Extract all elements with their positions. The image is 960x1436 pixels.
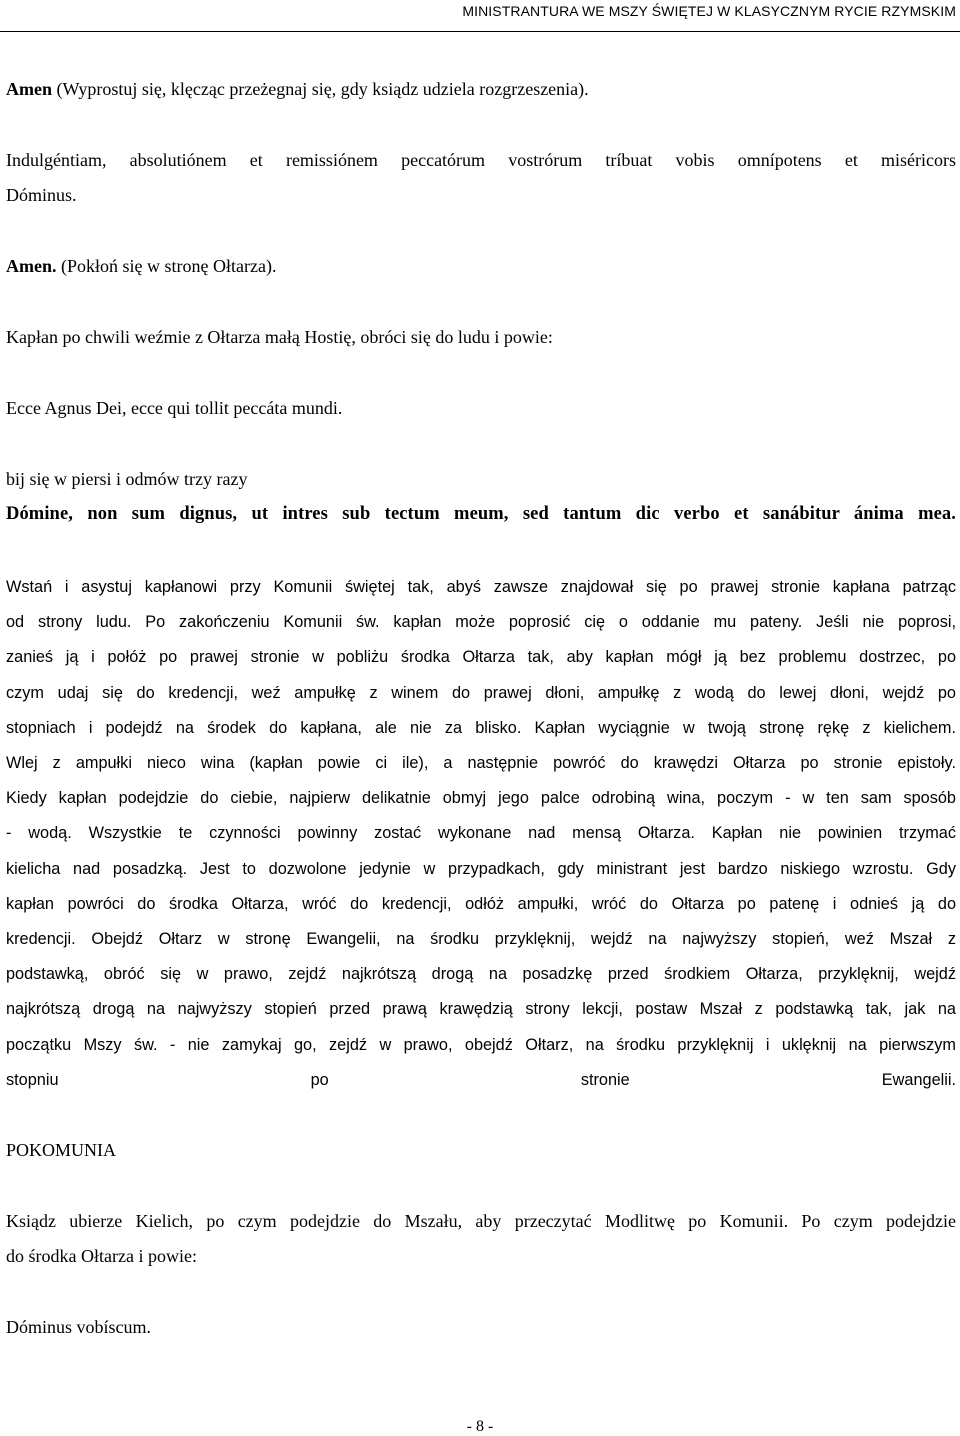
section-heading-pokomunia: POKOMUNIA [6, 1140, 117, 1160]
instruction-line: zanieś ją i połóż po prawej stronie w pobliżu środka Ołtarza tak, aby kapłan mógł ją bez problemu dostrzec, po [6, 648, 956, 667]
instruction-line: Wstań i asystuj kapłanowi przy Komunii świętej tak, abyś zawsze znajdował się po prawej stronie kapłana patrząc [6, 578, 956, 596]
instruction-line: - wodą. Wszystkie te czynności powinny zostać wykonane nad mensą Ołtarza. Kapłan nie powinien trzymać [6, 824, 956, 843]
strike-breast-rubric: bij się w piersi i odmów trzy razy [6, 469, 248, 489]
amen-response-2: Amen. [6, 256, 57, 276]
indulgentiam-line-1: Indulgéntiam, absolutiónem et remissiónem peccatórum vostrórum tríbuat vobis omnípotens et miséricors [6, 150, 956, 170]
header-rule [0, 31, 960, 32]
dominus-vobiscum: Dóminus vobíscum. [6, 1317, 152, 1337]
amen-rubric: (Wyprostuj się, klęcząc przeżegnaj się, gdy ksiądz udziela rozgrzeszenia). [52, 79, 589, 99]
ecce-agnus-dei: Ecce Agnus Dei, ecce qui tollit peccáta mundi. [6, 398, 343, 418]
instruction-line-last: stopniu po stronie Ewangelii. [6, 1070, 956, 1089]
instruction-line: kielicha nad posadzką. Jest to dozwolone jedynie w przypadkach, gdy ministrant jest bardzo niskiego wzrostu. Gdy [6, 859, 956, 878]
pokomunia-line-1: Ksiądz ubierze Kielich, po czym podejdzie do Mszału, aby przeczytać Modlitwę po Komunii. Po czym podejdzie [6, 1211, 956, 1231]
communion-instructions [6, 570, 956, 1098]
instruction-line: Kiedy kapłan podejdzie do ciebie, najpierw delikatnie obmyj jego palce odrobiną wina, poczym - w ten sam sposób [6, 789, 956, 808]
instruction-line: kredencji. Obejdź Ołtarz w stronę Ewangelii, na środku przyklęknij, wejdź na najwyższy stopień, weź Mszał z [6, 930, 956, 949]
pokomunia-line-2: do środka Ołtarza i powie: [6, 1246, 197, 1266]
instruction-line: kapłan powróci do środka Ołtarza, wróć do kredencji, odłóż ampułki, wróć do Ołtarza po patenę i odnieś ją do [6, 894, 956, 913]
instruction-line: najkrótszą drogą na najwyższy stopień przed prawą krawędzią strony lekcji, postaw Mszał z podstawką tak, jak na [6, 1000, 956, 1019]
amen-absolution-line [6, 78, 956, 100]
instruction-line: od strony ludu. Po zakończeniu Komunii św. kapłan może poprosić cię o oddanie mu pateny. Jeśli nie poprosi, [6, 613, 956, 632]
bow-rubric: (Pokłoń się w stronę Ołtarza). [56, 256, 277, 276]
amen-response: Amen [6, 79, 52, 99]
running-header: MINISTRANTURA WE MSZY ŚWIĘTEJ W KLASYCZNYM RYCIE RZYMSKIM [462, 3, 956, 19]
instruction-line: Wlej z ampułki nieco wina (kapłan powie ci ile), a następnie powróć do krawędzi Ołtarza po stronie epistoły. [6, 754, 956, 773]
page-number: - 8 - [466, 1418, 494, 1435]
indulgentiam-line-2: Dóminus. [6, 185, 77, 205]
instruction-line: czym udaj się do kredencji, weź ampułkę z winem do prawej dłoni, ampułkę z wodą do lewej dłoni, wejdź po [6, 683, 956, 702]
amen-bow-line [6, 255, 956, 277]
instruction-line: początku Mszy św. - nie zamykaj go, zejdź w prawo, obejdź Ołtarz, na środku przyklęknij i uklęknij na pierwszym [6, 1035, 956, 1054]
domine-non-sum-dignus: Dómine, non sum dignus, ut intres sub tectum meum, sed tantum dic verbo et sanábitur ánima mea. [6, 504, 956, 524]
priest-host-rubric: Kapłan po chwili weźmie z Ołtarza małą Hostię, obróci się do ludu i powie: [6, 327, 553, 347]
instruction-line: stopniach i podejdź na środek do kapłana, ale nie za blisko. Kapłan wyciągnie w twoją stronę rękę z kielichem. [6, 718, 956, 737]
instruction-line: podstawką, obróć się w prawo, zejdź najkrótszą drogą na posadzkę przed środkiem Ołtarza, przyklęknij, wejdź [6, 965, 956, 984]
